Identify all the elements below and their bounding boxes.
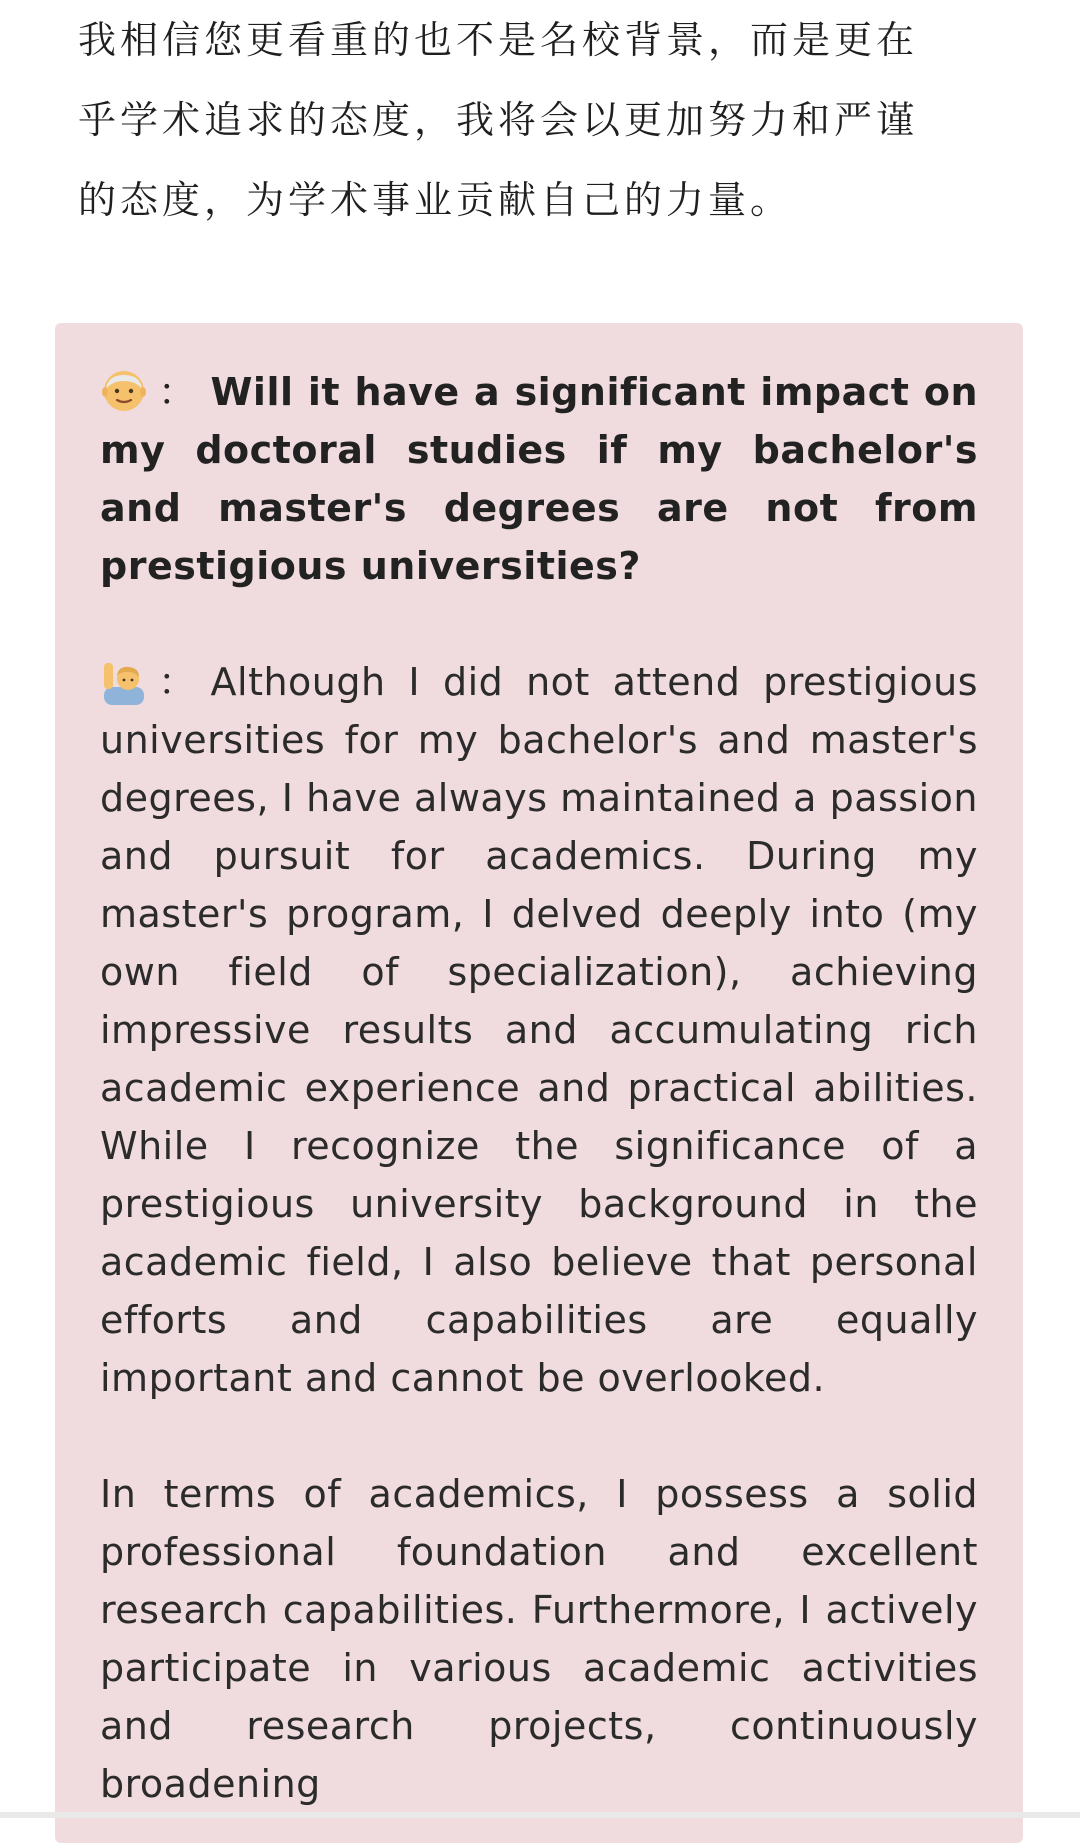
intro-line: 我相信您更看重的也不是名校背景，而是更在 <box>78 18 919 62</box>
answer-colon: ： <box>158 660 197 704</box>
old-man-face-icon <box>100 367 148 415</box>
answer-paragraph-1 <box>100 653 978 1407</box>
question-colon: ： <box>158 370 197 414</box>
answer-text-1: Although I did not attend prestigious universities for my bachelor's and master's degrees, I have always maintained a passion and pursuit for academics. During my master's program, I delved deeply into (my own field of specialization), achieving impressive results and accumulating rich academic experience and practical abilities. While I recognize the significance of a prestigious university background in the academic field, I also believe that personal efforts and capabilities are equally important and cannot be overlooked. <box>100 660 978 1400</box>
bottom-divider <box>0 1812 1080 1818</box>
question-paragraph <box>100 363 978 595</box>
answer-paragraph-2 <box>100 1465 978 1813</box>
answer-text-2: In terms of academics, I possess a solid professional foundation and excellent research capabilities. Furthermore, I actively participate in various academic activities and research projects, continuously broadening <box>100 1472 978 1806</box>
question-text: Will it have a significant impact on my doctoral studies if my bachelor's and master's degrees are not from prestigious universities? <box>100 370 978 588</box>
intro-line: 的态度，为学术事业贡献自己的力量。 <box>78 178 793 222</box>
qa-card <box>55 323 1023 1843</box>
intro-text-block <box>78 0 1002 240</box>
qa-card-content <box>100 363 978 1813</box>
intro-line: 乎学术追求的态度，我将会以更加努力和严谨 <box>78 98 919 142</box>
person-raising-hand-icon <box>100 657 148 705</box>
